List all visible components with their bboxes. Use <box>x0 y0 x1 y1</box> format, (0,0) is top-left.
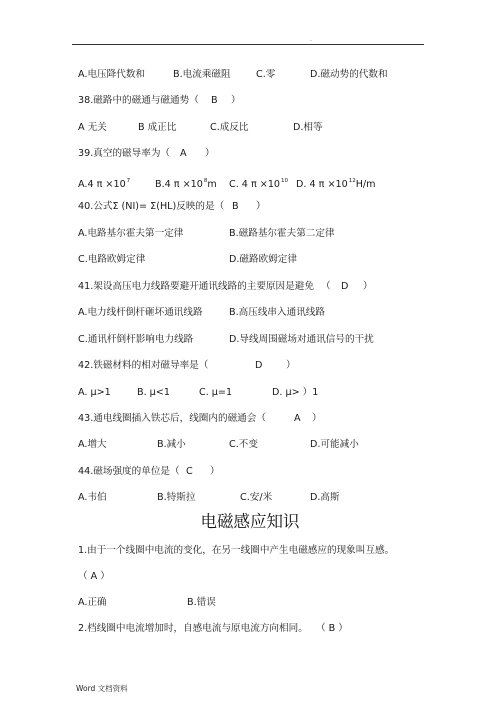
q43-option-b: B.减小 <box>157 439 186 450</box>
q37-option-a: A.电压降代数和 <box>78 69 146 80</box>
q39-question: 39.真空的磁导率为（ <box>78 148 171 159</box>
q41-close: ） <box>363 281 373 292</box>
q37-option-d: D.磁动势的代数和 <box>310 69 388 80</box>
q44-option-b: B.特斯拉 <box>157 492 196 503</box>
s1-question: 1.由于一个线圈中电流的变化，在另一线圈中产生电磁感应的现象叫互感。 <box>78 545 395 556</box>
q41-question: 41.架设高压电力线路要避开通讯线路的主要原因是避免 <box>78 281 314 292</box>
q40-option-d: D.磁路欧姆定律 <box>229 254 297 265</box>
q42-option-a: A. μ>1 <box>78 387 111 398</box>
q39-option-d: D. 4 $\pi \times 10^{12}H/m$ <box>296 178 376 190</box>
q41-option-d: D.导线周围磁场对通讯信号的干扰 <box>229 334 374 345</box>
q44-option-c: C.安/米 <box>240 492 273 503</box>
q41-option-a: A.电力线杆倒杆砸坏通讯线路 <box>78 307 203 318</box>
q40-option-b: B.磁路基尔霍夫第二定律 <box>229 228 335 239</box>
q43-close: ） <box>312 413 322 424</box>
q41-option-b: B.高压线串入通讯线路 <box>229 307 325 318</box>
q42-option-d: D. μ> ）1 <box>272 387 319 398</box>
q43-question: 43.通电线圈插入铁芯后，线圈内的磁通会（ <box>78 413 266 424</box>
section-title: 电磁感应知识 <box>200 512 300 531</box>
header-dot: · <box>310 38 312 45</box>
q41-option-c: C.通讯杆倒杆影响电力线路 <box>78 334 194 345</box>
q44-question: 44.磁场强度的单位是（ <box>78 466 180 477</box>
q39-close: ） <box>205 148 215 159</box>
q38-option-a: A 无关 <box>78 122 107 133</box>
q41-answer: D <box>341 281 349 292</box>
q44-answer: C <box>186 466 193 477</box>
q38-option-d: D.相等 <box>293 122 323 133</box>
q44-option-a: A.韦伯 <box>78 492 107 503</box>
q38-option-c: C.成反比 <box>210 122 249 133</box>
q42-option-b: B. μ<1 <box>137 387 170 398</box>
q39-option-a: A.4 $\pi \times 10^7$ <box>78 178 131 190</box>
footer-label: Word 文档资料 <box>76 684 128 693</box>
s2-answer: （ B ） <box>316 623 348 634</box>
header-rule <box>72 44 424 45</box>
q38-question: 38.磁路中的磁通与磁通势（ <box>78 95 199 106</box>
q43-answer: A <box>294 413 301 424</box>
q39-option-c: C. 4 $\pi \times 10^{10}$ <box>229 178 289 190</box>
s1-answer: （ A ） <box>78 571 110 582</box>
q37-option-c: C.零 <box>256 69 276 80</box>
q43-option-d: D.可能减小 <box>310 439 359 450</box>
q37-option-b: B.电流乘磁阻 <box>173 69 231 80</box>
q40-option-c: C.电路欧姆定律 <box>78 254 146 265</box>
q40-option-a: A.电路基尔霍夫第一定律 <box>78 228 184 239</box>
q40-answer: B <box>232 201 239 212</box>
q43-option-c: C.不变 <box>229 439 258 450</box>
q38-option-b: B 成正比 <box>138 122 177 133</box>
q42-answer: D <box>255 360 263 371</box>
q38-close: ） <box>231 95 241 106</box>
q40-close: ） <box>256 201 266 212</box>
q42-close: ） <box>286 360 296 371</box>
q39-option-b: B.4 $\pi \times 10^8m$ <box>155 178 217 190</box>
q43-option-a: A.增大 <box>78 439 107 450</box>
q38-answer: B <box>211 95 218 106</box>
q44-option-d: D.高斯 <box>310 492 340 503</box>
q42-question: 42.铁磁材料的相对磁导率是（ <box>78 360 209 371</box>
q39-answer: A <box>180 148 187 159</box>
s2-question: 2.档线圈中电流增加时，自感电流与原电流方向相同。 <box>78 623 308 634</box>
q40-question: 40.公式Σ (NI)= Σ(HL)反映的是（ <box>78 201 225 212</box>
s1-option-a: A.正确 <box>78 597 107 608</box>
q44-close: ） <box>210 466 220 477</box>
s1-option-b: B.错误 <box>187 597 216 608</box>
q42-option-c: C. μ=1 <box>199 387 233 398</box>
q41-open: （ <box>321 281 331 292</box>
